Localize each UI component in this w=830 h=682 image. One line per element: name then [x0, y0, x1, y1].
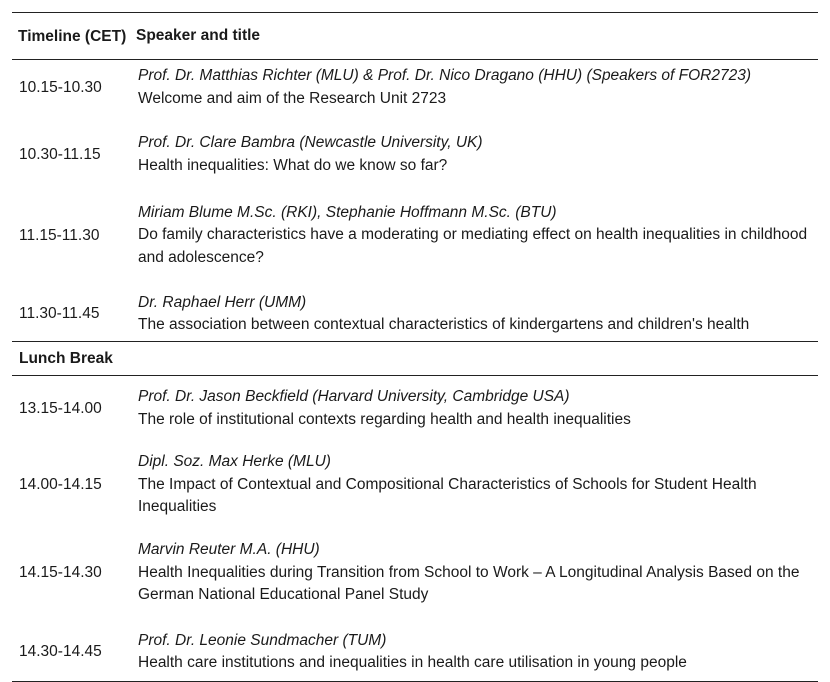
table-row [12, 441, 818, 529]
session-info [133, 132, 818, 177]
session-info [133, 451, 818, 519]
session-speaker: Prof. Dr. Leonie Sundmacher (TUM) [138, 631, 387, 649]
session-title: Health inequalities: What do we know so far? [138, 156, 448, 174]
session-info [133, 539, 818, 607]
session-speaker: Dipl. Soz. Max Herke (MLU) [138, 453, 331, 471]
table-row [12, 376, 818, 441]
table-row [12, 529, 818, 617]
session-info [133, 65, 818, 110]
session-title: The role of institutional contexts regarding health and health inequalities [138, 410, 631, 428]
session-time: 11.30-11.45 [19, 305, 100, 322]
program-table [12, 12, 818, 682]
session-speaker: Marvin Reuter M.A. (HHU) [138, 541, 320, 559]
session-speaker: Dr. Raphael Herr (UMM) [138, 293, 307, 311]
session-title: The Impact of Contextual and Compositional Characteristics of Schools for Student Health Inequalities [138, 475, 757, 516]
table-row [12, 617, 818, 681]
table-header [12, 13, 818, 59]
table-row [12, 115, 818, 190]
session-info [133, 202, 818, 270]
session-title: Health Inequalities during Transition from School to Work – A Longitudinal Analysis Based on the German National Educational Panel Study [138, 563, 800, 604]
session-time: 14.00-14.15 [19, 476, 102, 493]
lunch-break-label: Lunch Break [19, 349, 113, 367]
session-time: 10.30-11.15 [19, 145, 101, 163]
session-time: 11.15-11.30 [19, 226, 100, 244]
session-speaker: Prof. Dr. Clare Bambra (Newcastle University, UK) [138, 134, 483, 151]
session-time: 10.15-10.30 [19, 78, 102, 96]
table-row [12, 190, 818, 281]
session-speaker: Prof. Dr. Matthias Richter (MLU) & Prof. Dr. Nico Dragano (HHU) (Speakers of FOR2723) [138, 67, 751, 84]
session-title: Health care institutions and inequalities in health care utilisation in young people [138, 654, 687, 671]
session-time: 13.15-14.00 [19, 399, 102, 417]
session-title: The association between contextual characteristics of kindergartens and children's health [138, 316, 750, 333]
session-time: 14.15-14.30 [19, 564, 102, 581]
speaker-title-header: Speaker and title [136, 27, 261, 44]
session-info [133, 292, 818, 337]
table-row [12, 60, 818, 115]
session-speaker: Prof. Dr. Jason Beckfield (Harvard University, Cambridge USA) [138, 388, 570, 405]
session-info [133, 630, 818, 675]
session-title: Welcome and aim of the Research Unit 2723 [138, 89, 447, 107]
session-time: 14.30-14.45 [19, 643, 102, 660]
timeline-header: Timeline (CET) [18, 27, 127, 45]
session-info [133, 386, 818, 431]
session-speaker: Miriam Blume M.Sc. (RKI), Stephanie Hoffmann M.Sc. (BTU) [138, 203, 557, 221]
table-row [12, 281, 818, 341]
session-title: Do family characteristics have a moderating or mediating effect on health inequalities in childhood and adolescence? [138, 226, 808, 266]
